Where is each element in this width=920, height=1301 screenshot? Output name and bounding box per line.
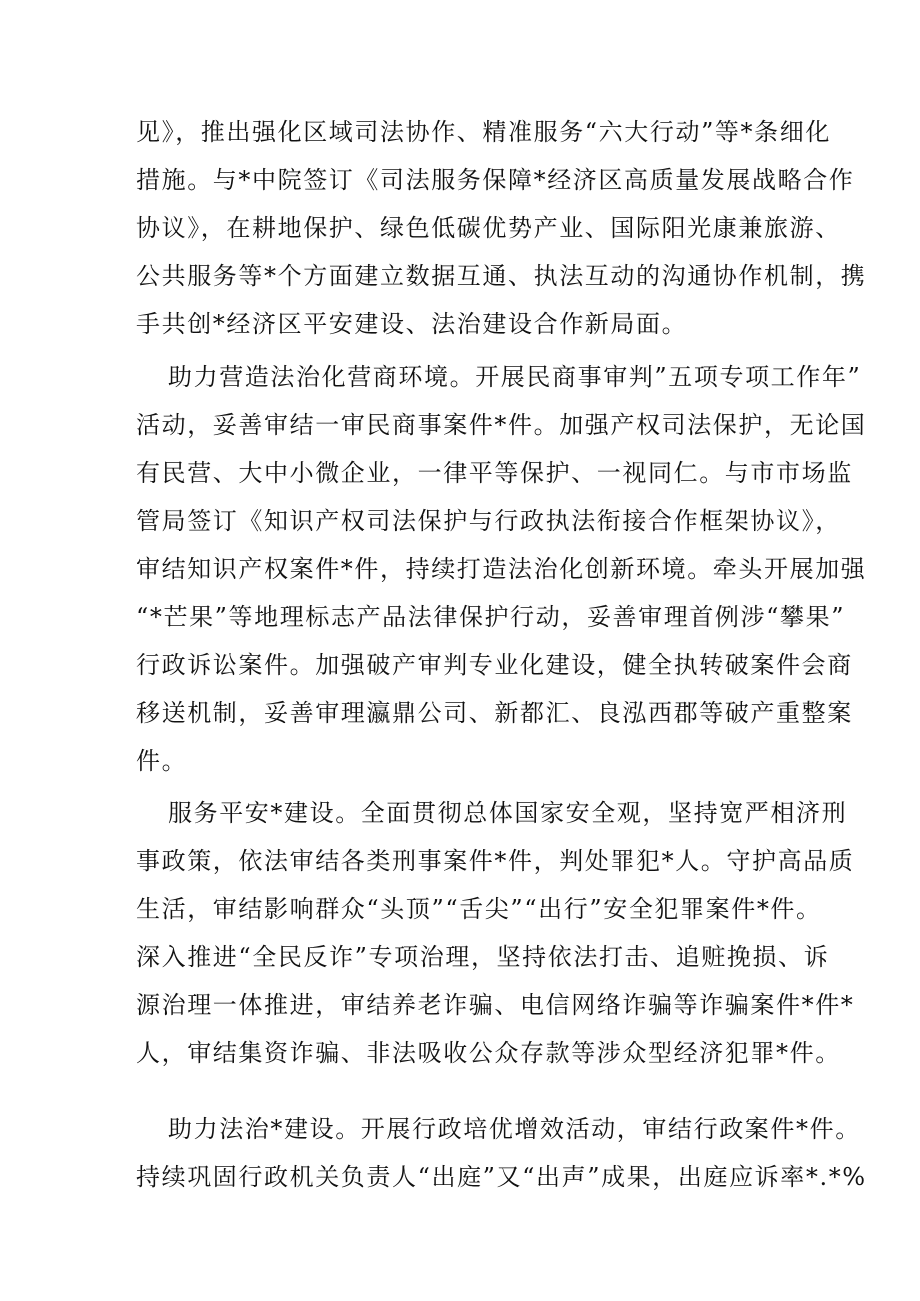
paragraph-public-safety bbox=[136, 789, 855, 1077]
text-line: 协议》，在耕地保护、绿色低碳优势产业、国际阳光康兼旅游、 bbox=[136, 214, 841, 242]
paragraph-rule-of-law bbox=[136, 1105, 867, 1201]
text-line: 助力营造法治化营商环境。开展民商事审判”五项专项工作年” bbox=[168, 363, 862, 391]
text-line: 人，审结集资诈骗、非法吸收公众存款等涉众型经济犯罪*件。 bbox=[136, 1039, 841, 1067]
text-line: 见》，推出强化区域司法协作、精准服务“六大行动”等*条细化 bbox=[136, 118, 831, 146]
text-line: 助力法治*建设。开展行政培优增效活动，审结行政案件*件。 bbox=[168, 1115, 861, 1143]
text-line: “*芒果”等地理标志产品法律保护行动，妥善审理首例涉“攀果” bbox=[136, 603, 846, 631]
text-line: 移送机制，妥善审理瀛鼎公司、新都汇、良泓西郡等破产重整案 bbox=[136, 699, 853, 727]
paragraph-business-environment bbox=[136, 353, 867, 785]
text-line: 件。 bbox=[136, 747, 188, 775]
text-line: 生活，审结影响群众“头顶”“舌尖”“出行”安全犯罪案件*件。 bbox=[136, 895, 822, 923]
text-line: 持续巩固行政机关负责人“出庭”又“出声”成果，出庭应诉率*.*% bbox=[136, 1163, 867, 1191]
text-line: 事政策，依法审结各类刑事案件*件，判处罪犯*人。守护高品质 bbox=[136, 847, 855, 875]
text-line: 深入推进“全民反诈”专项治理，坚持依法打击、追赃挽损、诉 bbox=[136, 943, 830, 971]
text-line: 公共服务等*个方面建立数据互通、执法互动的沟通协作机制，携 bbox=[136, 262, 867, 290]
text-line: 源治理一体推进，审结养老诈骗、电信网络诈骗等诈骗案件*件* bbox=[136, 991, 855, 1019]
text-line: 审结知识产权案件*件，持续打造法治化创新环境。牵头开展加强 bbox=[136, 555, 867, 583]
text-line: 管局签订《知识产权司法保护与行政执法衔接合作框架协议》， bbox=[136, 507, 841, 535]
text-line: 服务平安*建设。全面贯彻总体国家安全观，坚持宽严相济刑 bbox=[168, 799, 848, 827]
text-line: 活动，妥善审结一审民商事案件*件。加强产权司法保护，无论国 bbox=[136, 411, 867, 439]
text-line: 有民营、大中小微企业，一律平等保护、一视同仁。与市市场监 bbox=[136, 459, 853, 487]
paragraph-cooperation bbox=[136, 108, 867, 348]
text-line: 措施。与*中院签订《司法服务保障*经济区高质量发展战略合作 bbox=[136, 166, 855, 194]
text-line: 手共创*经济区平安建设、法治建设合作新局面。 bbox=[136, 310, 688, 338]
text-line: 行政诉讼案件。加强破产审判专业化建设，健全执转破案件会商 bbox=[136, 651, 853, 679]
